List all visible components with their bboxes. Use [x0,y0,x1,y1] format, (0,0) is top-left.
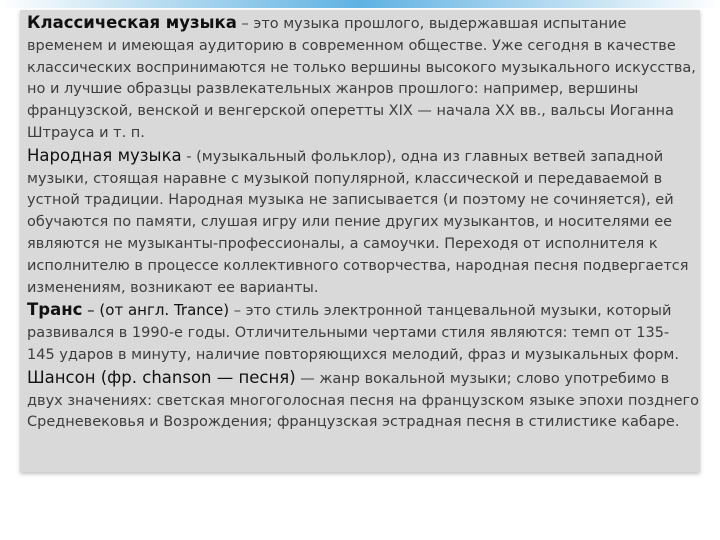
paragraph-classical [27,12,701,145]
definition-folk: - (музыкальный фольклор), одна из главных ветвей западной музыки, стоящая наравне с музыкой популярной, классической и передаваемой в устной традиции. Народная музыка не записывается (и поэтому не сочиняется), ей обучаются по памяти, слушая игру или пение других музыкантов, и носителями ее являются не музыканты-профессионалы, а самоучки. Переходя от исполнителя к исполнителю в процессе коллективного сотворчества, народная песня подвергается изменениям, возникают ее варианты. [27,148,689,296]
paragraph-trance [27,299,701,366]
term-folk: Народная музыка [27,145,182,165]
top-accent-bar [0,0,720,8]
term-trance: Транс [27,300,83,320]
text-content [27,12,701,434]
term-chanson: Шансон (фр. chanson — песня) [27,367,296,387]
definition-trance: – это стиль электронной танцевальной музыки, который развивался в 1990-е годы. Отличительными чертами стиля являются: темп от 135- 145 ударов в минуту, наличие повторяющихся мелодий, фраз и музыкальных форм. [27,303,679,363]
paragraph-chanson [27,367,701,434]
term-trance-origin: – (от англ. Trance) [82,301,230,320]
definition-classical: – это музыка прошлого, выдержавшая испытание временем и имеющая аудиторию в современном обществе. Уже сегодня в качестве классических воспринимаются не только вершины высокого музыкального искусства, но и лучшие образцы развлекательных жанров прошлого: например, вершины французской, венской и венгерской оперетты XIX — начала XX вв., вальсы Иоганна Штрауса и т. п. [27,16,696,141]
term-classical: Классическая музыка [27,13,237,32]
definition-chanson: — жанр вокальной музыки; слово употребимо в двух значениях: светская многоголосная песня на французском языке эпохи позднего Средневековья и Возрождения; французская эстрадная песня в стилистике кабаре. [27,370,700,431]
paragraph-folk [27,145,701,300]
